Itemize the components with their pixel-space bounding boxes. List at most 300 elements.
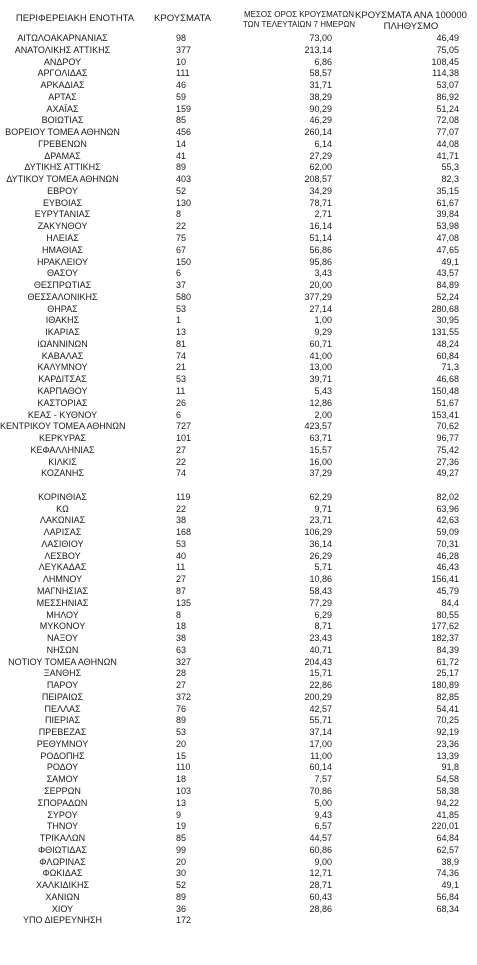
per100k-cell: 70,25 [436, 715, 459, 726]
table-row [0, 433, 477, 445]
cases-cell: 14 [176, 138, 187, 149]
table-row [0, 127, 477, 139]
cases-cell: 67 [176, 244, 187, 255]
cases-cell: 89 [176, 715, 187, 726]
region-cell: ΝΟΤΙΟΥ ΤΟΜΕΑ ΑΘΗΝΩΝ [8, 656, 117, 667]
per100k-cell: 52,24 [436, 291, 459, 302]
per100k-cell: 27,36 [436, 456, 459, 467]
table-row [0, 539, 477, 551]
per100k-cell: 47,65 [436, 244, 459, 255]
cases-cell: 159 [176, 103, 192, 114]
avg7-cell: 40,71 [309, 644, 332, 655]
avg7-cell: 56,86 [309, 244, 332, 255]
avg7-cell: 36,14 [309, 538, 332, 549]
table-row [0, 762, 477, 774]
cases-cell: 119 [176, 491, 191, 502]
table-row [0, 362, 477, 374]
cases-cell: 110 [176, 762, 191, 773]
region-cell: ΖΑΚΥΝΘΟΥ [37, 221, 88, 232]
cases-cell: 1 [176, 315, 182, 326]
per100k-cell: 280,68 [431, 303, 459, 314]
region-cell: ΚΙΛΚΙΣ [48, 456, 77, 467]
per100k-cell: 63,96 [436, 503, 459, 514]
per100k-cell: 45,79 [436, 585, 459, 596]
region-cell: ΚΑΛΥΜΝΟΥ [37, 362, 88, 373]
cases-cell: 11 [176, 562, 186, 573]
region-cell: ΥΠΟ ΔΙΕΡΕΥΝΗΣΗ [22, 915, 103, 926]
avg7-cell: 9,29 [314, 327, 332, 338]
per100k-cell: 13,39 [436, 750, 459, 761]
cases-cell: 20 [176, 738, 187, 749]
region-cell: ΧΑΛΚΙΔΙΚΗΣ [35, 880, 90, 891]
per100k-cell: 46,68 [436, 374, 459, 385]
table-row [0, 68, 477, 80]
per100k-cell: 72,08 [436, 115, 459, 126]
avg7-cell: 6,57 [314, 821, 332, 832]
cases-cell: 59 [176, 91, 187, 102]
table-row [0, 174, 477, 186]
avg7-cell: 9,43 [314, 809, 332, 820]
per100k-cell: 150,48 [431, 385, 459, 396]
cases-cell: 27 [176, 680, 187, 691]
avg7-cell: 2,00 [314, 409, 332, 420]
avg7-cell: 38,29 [309, 91, 332, 102]
region-cell: ΚΕΑΣ - ΚΥΘΝΟΥ [27, 409, 98, 420]
cases-cell: 150 [176, 256, 192, 267]
cases-cell: 372 [176, 691, 192, 702]
cases-cell: 21 [176, 362, 187, 373]
region-cell: ΚΩ [56, 503, 69, 514]
avg7-cell: 51,14 [309, 233, 332, 244]
region-cell: ΘΗΡΑΣ [47, 303, 78, 314]
table-row [0, 304, 477, 316]
avg7-cell: 22,86 [309, 680, 332, 691]
table-row [0, 892, 477, 904]
cases-cell: 27 [176, 574, 187, 585]
per100k-cell: 54,41 [436, 703, 459, 714]
avg7-cell: 16,14 [309, 221, 332, 232]
cases-cell: 81 [176, 338, 187, 349]
region-cell: ΚΑΒΑΛΑΣ [41, 350, 84, 361]
per100k-cell: 74,36 [436, 868, 459, 879]
table-row [0, 574, 477, 586]
region-cell: ΡΟΔΟΠΗΣ [40, 750, 85, 761]
region-cell: ΜΑΓΝΗΣΙΑΣ [36, 585, 89, 596]
per100k-cell: 94,22 [436, 797, 459, 808]
region-cell: ΕΥΒΟΙΑΣ [42, 197, 83, 208]
per100k-cell: 70,31 [436, 538, 459, 549]
avg7-cell: 26,29 [309, 550, 332, 561]
table-row [0, 33, 477, 45]
header-line: ΚΡΟΥΣΜΑΤΑ [154, 13, 211, 24]
avg7-cell: 106,29 [304, 527, 332, 538]
avg7-cell: 6,86 [314, 56, 332, 67]
per100k-cell: 51,24 [436, 103, 459, 114]
avg7-cell: 77,29 [309, 597, 332, 608]
per100k-cell: 177,62 [431, 621, 459, 632]
region-cell: ΘΕΣΠΡΩΤΙΑΣ [33, 280, 92, 291]
cases-cell: 36 [176, 903, 187, 914]
cases-cell: 89 [176, 891, 187, 902]
table-row [0, 492, 477, 504]
region-cell: ΕΥΡΥΤΑΝΙΑΣ [34, 209, 91, 220]
table-row [0, 751, 477, 763]
per100k-cell: 153,41 [431, 409, 459, 420]
table-row [0, 374, 477, 386]
region-cell: ΗΜΑΘΙΑΣ [42, 244, 83, 255]
per100k-cell: 131,55 [431, 327, 459, 338]
avg7-cell: 28,86 [309, 903, 332, 914]
cases-cell: 85 [176, 115, 187, 126]
per100k-cell: 61,67 [436, 197, 459, 208]
table-row [0, 457, 477, 469]
cases-cell: 6 [176, 268, 182, 279]
cases-cell: 580 [176, 291, 192, 302]
per100k-cell: 48,24 [436, 338, 459, 349]
cases-cell: 53 [176, 374, 187, 385]
cases-cell: 15 [176, 750, 187, 761]
table-row [0, 327, 477, 339]
table-row [0, 668, 477, 680]
region-cell: ΡΟΔΟΥ [46, 762, 79, 773]
cases-cell: 63 [176, 644, 187, 655]
per100k-cell: 53,98 [436, 221, 459, 232]
table-row [0, 551, 477, 563]
cases-cell: 103 [176, 786, 192, 796]
cases-cell: 11 [176, 385, 186, 396]
per100k-cell: 53,07 [436, 80, 459, 91]
region-cell: ΛΑΡΙΣΑΣ [43, 527, 82, 538]
region-cell: ΣΥΡΟΥ [47, 809, 78, 820]
per100k-cell: 44,08 [436, 138, 459, 149]
avg7-cell: 7,57 [314, 774, 332, 785]
avg7-cell: 23,43 [309, 633, 332, 644]
per100k-cell: 46,28 [436, 550, 459, 561]
region-cell: ΑΝΔΡΟΥ [43, 56, 82, 67]
cases-cell: 377 [176, 44, 192, 55]
per100k-cell: 156,41 [431, 574, 459, 585]
avg7-cell: 200,29 [304, 691, 332, 702]
table-row [0, 527, 477, 539]
region-cell: ΑΡΓΟΛΙΔΑΣ [37, 68, 88, 79]
avg7-cell: 28,71 [309, 880, 332, 891]
per100k-cell: 82,85 [436, 691, 459, 702]
region-cell: ΗΡΑΚΛΕΙΟΥ [36, 256, 89, 267]
per100k-cell: 60,84 [436, 350, 459, 361]
per100k-cell: 39,84 [436, 209, 459, 220]
table-row [0, 339, 477, 351]
per100k-cell: 71,3 [441, 362, 459, 373]
region-cell: ΡΕΘΥΜΝΟΥ [36, 738, 89, 749]
region-cell: ΣΑΜΟΥ [46, 774, 79, 785]
avg7-cell: 20,00 [309, 280, 332, 291]
region-cell: ΙΚΑΡΙΑΣ [45, 327, 80, 338]
cases-cell: 52 [176, 185, 187, 196]
table-row [0, 410, 477, 422]
table-row [0, 515, 477, 527]
per100k-cell: 220,01 [431, 821, 459, 832]
avg7-cell: 9,71 [314, 503, 332, 514]
region-cell: ΘΕΣΣΑΛΟΝΙΚΗΣ [27, 291, 98, 302]
cases-cell: 135 [176, 597, 192, 608]
avg7-cell: 16,00 [309, 456, 332, 467]
table-row [0, 186, 477, 198]
region-cell: ΑΡΚΑΔΙΑΣ [40, 80, 85, 91]
cases-cell: 111 [176, 68, 190, 79]
table-row [0, 610, 477, 622]
cases-cell: 98 [176, 33, 187, 43]
per100k-cell: 77,07 [436, 127, 459, 138]
avg7-cell: 5,71 [314, 562, 332, 573]
region-cell: ΓΡΕΒΕΝΩΝ [38, 138, 87, 149]
avg7-cell: 10,86 [309, 574, 332, 585]
per100k-cell: 91,8 [441, 762, 459, 773]
avg7-cell: 58,57 [309, 68, 332, 79]
table-row [0, 386, 477, 398]
cases-cell: 9 [176, 809, 182, 820]
cases-cell: 22 [176, 456, 187, 467]
cases-cell: 76 [176, 703, 187, 714]
region-cell: ΙΩΑΝΝΙΝΩΝ [37, 338, 88, 349]
avg7-cell: 58,43 [309, 585, 332, 596]
cases-cell: 75 [176, 233, 187, 244]
cases-cell: 38 [176, 515, 187, 526]
per100k-cell: 80,55 [436, 609, 459, 620]
per100k-cell: 75,05 [436, 44, 459, 55]
region-cell: ΠΑΡΟΥ [46, 680, 79, 691]
avg7-cell: 46,29 [309, 115, 332, 126]
table-row [0, 268, 477, 280]
region-cell: ΑΧΑΪΑΣ [46, 103, 79, 114]
region-cell: ΦΘΙΩΤΙΔΑΣ [38, 844, 87, 855]
per100k-cell: 25,17 [436, 668, 459, 679]
per100k-cell: 41,71 [436, 150, 459, 161]
per100k-cell: 61,72 [436, 656, 459, 667]
table-row [0, 80, 477, 92]
table-row [0, 92, 477, 104]
table-row [0, 445, 477, 457]
avg7-cell: 73,00 [309, 33, 332, 43]
cases-cell: 20 [176, 856, 187, 867]
table-row [0, 504, 477, 516]
cases-cell: 19 [176, 821, 187, 832]
header-line: ΜΕΣΟΣ ΟΡΟΣ ΚΡΟΥΣΜΑΤΩΝ [243, 10, 355, 19]
avg7-cell: 423,57 [304, 421, 332, 432]
per100k-cell: 49,27 [436, 468, 459, 479]
region-cell: ΛΑΚΩΝΙΑΣ [39, 515, 86, 526]
region-cell: ΤΡΙΚΑΛΩΝ [39, 833, 86, 844]
per100k-cell: 42,63 [436, 515, 459, 526]
cases-cell: 18 [176, 621, 187, 632]
header-cases [150, 14, 215, 24]
table-row [0, 151, 477, 163]
region-cell: ΜΥΚΟΝΟΥ [39, 621, 86, 632]
table-row [0, 351, 477, 363]
table-row [0, 704, 477, 716]
region-cell: ΚΑΡΠΑΘΟΥ [37, 385, 88, 396]
table-row [0, 562, 477, 574]
per100k-cell: 114,38 [432, 68, 459, 79]
avg7-cell: 62,29 [309, 491, 332, 502]
cases-cell: 130 [176, 197, 192, 208]
per100k-cell: 68,34 [436, 903, 459, 914]
table-row [0, 292, 477, 304]
avg7-cell: 3,43 [314, 268, 332, 279]
per100k-cell: 38,9 [441, 856, 459, 867]
avg7-cell: 90,29 [309, 103, 332, 114]
cases-cell: 74 [176, 350, 187, 361]
region-cell: ΠΙΕΡΙΑΣ [44, 715, 81, 726]
table-row [0, 315, 477, 327]
header-line: ΤΩΝ ΤΕΛΕΥΤΑΙΩΝ 7 ΗΜΕΡΩΝ [242, 20, 356, 29]
cases-cell: 456 [176, 127, 192, 138]
avg7-cell: 27,14 [309, 303, 332, 314]
table-row [0, 833, 477, 845]
cases-cell: 168 [176, 527, 192, 538]
table-row [0, 598, 477, 610]
table-row [0, 798, 477, 810]
table-row [0, 586, 477, 598]
avg7-cell: 1,00 [314, 315, 332, 326]
table-row [0, 680, 477, 692]
table-row [0, 880, 477, 892]
cases-cell: 87 [176, 585, 187, 596]
avg7-cell: 23,71 [309, 515, 332, 526]
cases-cell: 40 [176, 550, 187, 561]
cases-cell: 37 [176, 280, 187, 291]
per100k-cell: 96,77 [436, 433, 459, 444]
region-cell: ΞΑΝΘΗΣ [43, 668, 82, 679]
table-row [0, 868, 477, 880]
cases-cell: 101 [176, 433, 192, 444]
region-cell: ΧΑΝΙΩΝ [45, 891, 80, 902]
per100k-cell: 59,09 [436, 527, 459, 538]
cases-cell: 53 [176, 538, 187, 549]
cases-cell: 6 [176, 409, 182, 420]
per100k-cell: 82,3 [441, 174, 459, 185]
per100k-cell: 58,38 [436, 786, 459, 796]
avg7-cell: 5,43 [314, 385, 332, 396]
header-line: ΠΛΗΘΥΣΜΟ [383, 21, 439, 32]
region-cell: ΝΑΞΟΥ [46, 633, 79, 644]
region-cell: ΠΕΙΡΑΙΩΣ [41, 691, 84, 702]
region-cell: ΣΕΡΡΩΝ [44, 786, 81, 796]
region-cell: ΣΠΟΡΑΔΩΝ [37, 797, 88, 808]
per100k-cell: 182,37 [431, 633, 459, 644]
per100k-cell: 62,57 [436, 844, 459, 855]
avg7-cell: 12,71 [309, 868, 332, 879]
table-row [0, 257, 477, 269]
region-cell: ΙΘΑΚΗΣ [45, 315, 80, 326]
per100k-cell: 47,08 [436, 233, 459, 244]
region-cell: ΒΟΡΕΙΟΥ ΤΟΜΕΑ ΑΘΗΝΩΝ [5, 127, 120, 138]
cases-cell: 8 [176, 609, 182, 620]
avg7-cell: 37,29 [309, 468, 332, 479]
cases-cell: 22 [176, 221, 187, 232]
table-row [0, 657, 477, 669]
table-row [0, 162, 477, 174]
cases-cell: 727 [176, 421, 192, 432]
region-cell: ΤΗΝΟΥ [46, 821, 79, 832]
table-row [0, 739, 477, 751]
avg7-cell: 34,29 [309, 185, 332, 196]
table-row [0, 209, 477, 221]
avg7-cell: 260,14 [304, 127, 332, 138]
table-row [0, 421, 477, 433]
cases-cell: 27 [176, 444, 187, 455]
cases-cell: 403 [176, 174, 192, 185]
avg7-cell: 6,14 [314, 138, 332, 149]
region-cell: ΦΩΚΙΔΑΣ [42, 868, 83, 879]
avg7-cell: 95,86 [309, 256, 332, 267]
cases-cell: 10 [176, 56, 187, 67]
table-row [0, 245, 477, 257]
per100k-cell: 46,49 [436, 33, 459, 43]
cases-cell: 41 [176, 150, 187, 161]
region-cell: ΛΗΜΝΟΥ [42, 574, 83, 585]
avg7-cell: 15,71 [309, 668, 332, 679]
cases-cell: 22 [176, 503, 187, 514]
per100k-cell: 41,85 [436, 809, 459, 820]
avg7-cell: 41,00 [309, 350, 332, 361]
avg7-cell: 60,43 [309, 891, 332, 902]
per100k-cell: 35,15 [436, 185, 459, 196]
table-row [0, 915, 477, 927]
header-region [0, 14, 150, 24]
region-cell: ΕΒΡΟΥ [47, 185, 78, 196]
cases-cell: 53 [176, 303, 187, 314]
cases-cell: 74 [176, 468, 187, 479]
per100k-cell: 43,57 [436, 268, 459, 279]
avg7-cell: 15,57 [309, 444, 332, 455]
avg7-cell: 60,14 [309, 762, 332, 773]
cases-cell: 172 [176, 915, 192, 926]
header-line: ΠΕΡΙΦΕΡΕΙΑΚΗ ΕΝΟΤΗΤΑ [15, 13, 135, 24]
region-cell: ΚΕΦΑΛΛΗΝΙΑΣ [30, 444, 95, 455]
table-row [0, 810, 477, 822]
region-cell: ΑΝΑΤΟΛΙΚΗΣ ΑΤΤΙΚΗΣ [14, 44, 111, 55]
table-row [0, 104, 477, 116]
per100k-cell: 55,3 [441, 162, 459, 173]
avg7-cell: 31,71 [309, 80, 332, 91]
region-cell: ΚΑΡΔΙΤΣΑΣ [38, 374, 87, 385]
per100k-cell: 30,95 [436, 315, 459, 326]
avg7-cell: 55,71 [309, 715, 332, 726]
table-row [0, 774, 477, 786]
avg7-cell: 11,00 [310, 750, 332, 761]
table-row [0, 115, 477, 127]
avg7-cell: 377,29 [304, 291, 332, 302]
avg7-cell: 5,00 [314, 797, 332, 808]
cases-cell: 99 [176, 844, 187, 855]
table-row [0, 139, 477, 151]
region-cell: ΠΕΛΛΑΣ [44, 703, 81, 714]
cases-cell: 89 [176, 162, 187, 173]
region-cell: ΔΥΤΙΚΗΣ ΑΤΤΙΚΗΣ [24, 162, 101, 173]
region-cell: ΗΛΕΙΑΣ [46, 233, 79, 244]
cases-cell: 30 [176, 868, 187, 879]
cases-cell: 28 [176, 668, 187, 679]
region-cell: ΚΟΖΑΝΗΣ [41, 468, 84, 479]
per100k-cell: 84,89 [436, 280, 459, 291]
avg7-cell: 213,14 [304, 44, 332, 55]
table-row [0, 692, 477, 704]
header-avg7 [238, 10, 360, 30]
region-cell: ΒΟΙΩΤΙΑΣ [41, 115, 84, 126]
per100k-cell: 46,43 [436, 562, 459, 573]
cases-cell: 18 [176, 774, 187, 785]
avg7-cell: 208,57 [304, 174, 332, 185]
